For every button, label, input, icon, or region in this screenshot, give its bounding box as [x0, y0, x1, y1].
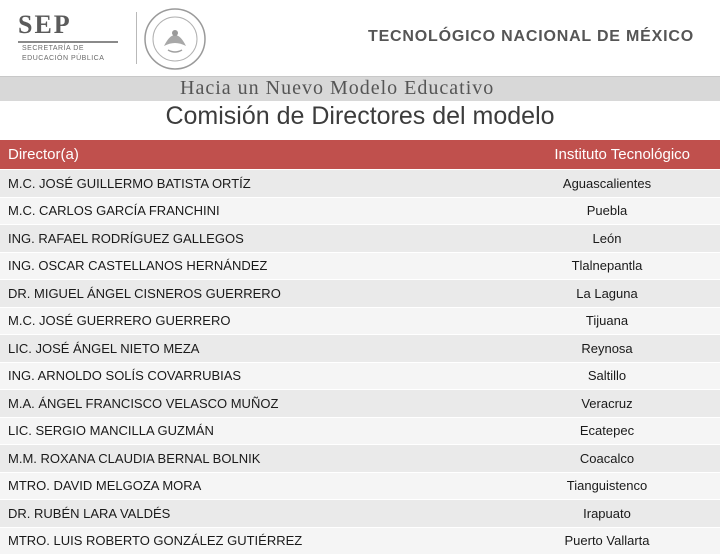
slogan-text: Hacia un Nuevo Modelo Educativo	[180, 77, 494, 100]
table-row	[0, 417, 720, 445]
director-cell: ING. ARNOLDO SOLÍS COVARRUBIAS	[0, 362, 494, 390]
director-cell: LIC. SERGIO MANCILLA GUZMÁN	[0, 417, 494, 445]
logo-divider	[136, 12, 137, 64]
institution-name: TECNOLÓGICO NACIONAL DE MÉXICO	[368, 28, 694, 46]
director-cell: M.A. ÁNGEL FRANCISCO VELASCO MUÑOZ	[0, 390, 494, 418]
table-row	[0, 170, 720, 198]
institute-cell: Aguascalientes	[494, 170, 720, 198]
directors-table	[0, 140, 720, 554]
column-header-director: Director(a)	[0, 140, 494, 170]
table-row	[0, 307, 720, 335]
institute-cell: Saltillo	[494, 362, 720, 390]
page-title	[0, 102, 720, 131]
director-cell: ING. OSCAR CASTELLANOS HERNÁNDEZ	[0, 252, 494, 280]
institute-cell: Coacalco	[494, 445, 720, 473]
table-row	[0, 252, 720, 280]
table-row	[0, 390, 720, 418]
institute-cell: Tianguistenco	[494, 472, 720, 500]
sep-logo-text: SEP	[18, 10, 72, 40]
table-row	[0, 500, 720, 528]
page-title-text: Comisión de Directores del modelo	[165, 102, 554, 131]
table-row	[0, 362, 720, 390]
sep-logo-rule	[18, 41, 118, 43]
table-row	[0, 335, 720, 363]
column-header-institute: Instituto Tecnológico	[494, 140, 720, 170]
table-row	[0, 225, 720, 253]
header	[0, 0, 720, 78]
table-body	[0, 170, 720, 554]
institute-cell: Tijuana	[494, 307, 720, 335]
director-cell: DR. RUBÉN LARA VALDÉS	[0, 500, 494, 528]
institute-cell: Veracruz	[494, 390, 720, 418]
director-cell: MTRO. LUIS ROBERTO GONZÁLEZ GUTIÉRREZ	[0, 527, 494, 554]
director-cell: MTRO. DAVID MELGOZA MORA	[0, 472, 494, 500]
director-cell: M.C. JOSÉ GUILLERMO BATISTA ORTÍZ	[0, 170, 494, 198]
institute-cell: Puebla	[494, 197, 720, 225]
institute-cell: Irapuato	[494, 500, 720, 528]
institute-cell: La Laguna	[494, 280, 720, 308]
table-row	[0, 197, 720, 225]
table-header-row	[0, 140, 720, 170]
mexican-seal-icon	[142, 6, 208, 72]
director-cell: LIC. JOSÉ ÁNGEL NIETO MEZA	[0, 335, 494, 363]
table-row	[0, 527, 720, 554]
director-cell: ING. RAFAEL RODRÍGUEZ GALLEGOS	[0, 225, 494, 253]
director-cell: M.M. ROXANA CLAUDIA BERNAL BOLNIK	[0, 445, 494, 473]
institute-cell: Tlalnepantla	[494, 252, 720, 280]
director-cell: M.C. JOSÉ GUERRERO GUERRERO	[0, 307, 494, 335]
table-row	[0, 472, 720, 500]
institute-cell: Puerto Vallarta	[494, 527, 720, 554]
director-cell: M.C. CARLOS GARCÍA FRANCHINI	[0, 197, 494, 225]
institute-cell: Reynosa	[494, 335, 720, 363]
sep-logo-line2: EDUCACIÓN PÚBLICA	[22, 55, 104, 62]
institute-cell: León	[494, 225, 720, 253]
director-cell: DR. MIGUEL ÁNGEL CISNEROS GUERRERO	[0, 280, 494, 308]
institute-cell: Ecatepec	[494, 417, 720, 445]
sep-logo-line1: SECRETARÍA DE	[22, 45, 84, 52]
table-row	[0, 280, 720, 308]
table-row	[0, 445, 720, 473]
